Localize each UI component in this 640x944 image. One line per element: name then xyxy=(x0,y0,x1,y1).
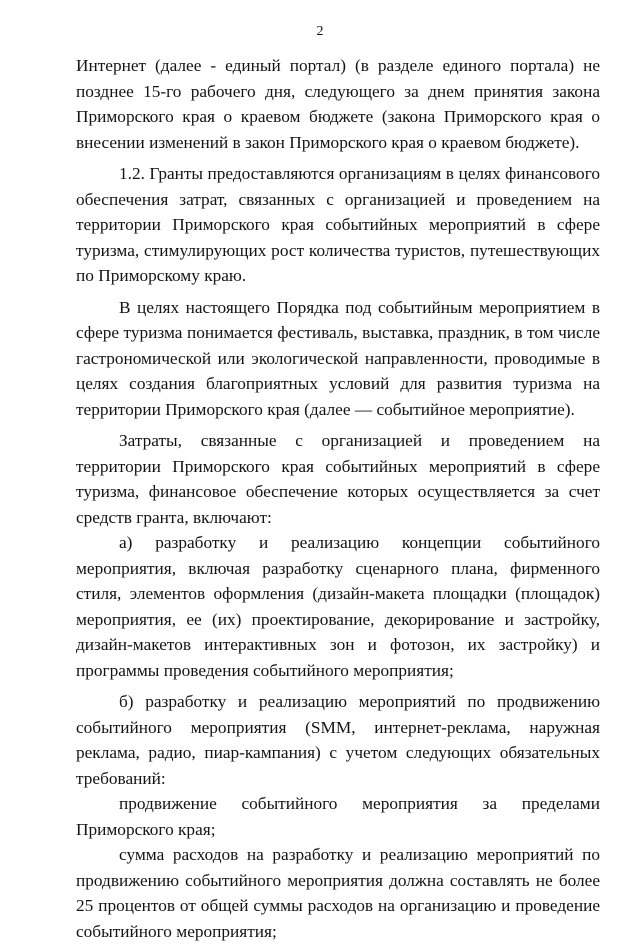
paragraph-portal-deadline: Интернет (далее - единый портал) (в разделе единого портала) не позднее 15-го рабочего дня, следующего за днем принятия закона Приморского края о краевом бюджете (закона Приморского края о внесении изменений в закон Приморского края о краевом бюджете). xyxy=(76,56,600,152)
paragraph-item-a: а) разработку и реализацию концепции событийного мероприятия, включая разработку сценарного плана, фирменного стиля, элементов оформления (дизайн-макета площадки (площадок) мероприятия, ее (их) проектирование, декорирование и застройку, дизайн-макетов интерактивных зон и фотозон, их застройку) и программы проведения событийного мероприятия; xyxy=(76,533,600,680)
paragraph-requirement-budget-limit: сумма расходов на разработку и реализацию мероприятий по продвижению событийного мероприятия должна составлять не более 25 процентов от общей суммы расходов на организацию и проведение событийного мероприятия; xyxy=(76,845,600,941)
page-number: 2 xyxy=(316,24,324,39)
paragraph-event-definition: В целях настоящего Порядка под событийным мероприятием в сфере туризма понимается фестиваль, выставка, праздник, в том числе гастрономической или экологической направленности, проводимые в целях создания благоприятных условий для развития туризма на территории Приморского края (далее — событийное мероприятие). xyxy=(76,297,600,419)
document-body xyxy=(76,53,600,944)
paragraph-requirement-promotion: продвижение событийного мероприятия за пределами Приморского края; xyxy=(76,794,600,839)
paragraph-item-b: б) разработку и реализацию мероприятий по продвижению событийного мероприятия (SMM, интернет-реклама, наружная реклама, радио, пиар-кампания) с учетом следующих обязательных требований: xyxy=(76,692,600,788)
paragraph-grants-purpose: 1.2. Гранты предоставляются организациям в целях финансового обеспечения затрат, связанных с организацией и проведением на территории Приморского края событийных мероприятий в сфере туризма, стимулирующих рост количества туристов, путешествующих по Приморскому краю. xyxy=(76,164,600,285)
paragraph-costs-intro: Затраты, связанные с организацией и проведением на территории Приморского края событийных мероприятий в сфере туризма, финансовое обеспечение которых осуществляется за счет средств гранта, включают: xyxy=(76,431,600,527)
